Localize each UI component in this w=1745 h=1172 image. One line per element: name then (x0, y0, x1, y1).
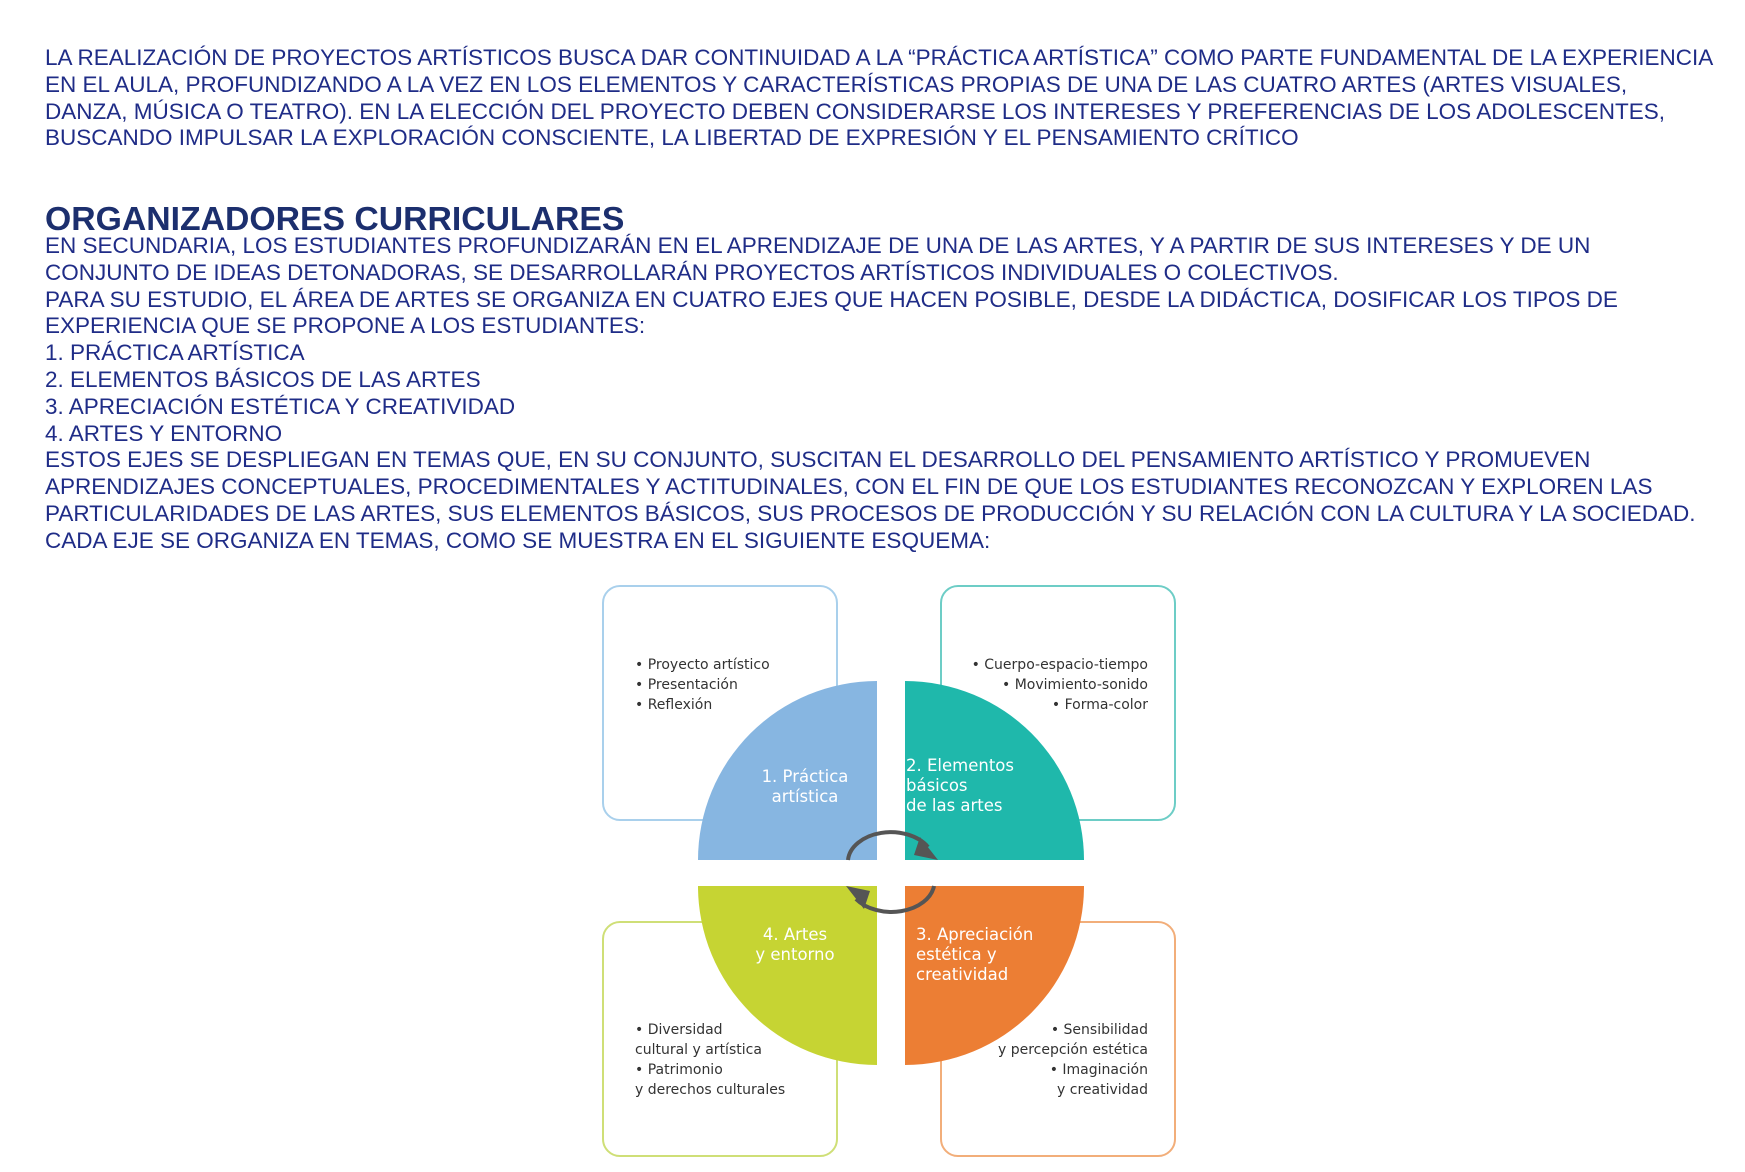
topic-item: cultural y artística (635, 1042, 762, 1058)
intro-paragraph: LA REALIZACIÓN DE PROYECTOS ARTÍSTICOS BUSCA DAR CONTINUIDAD A LA “PRÁCTICA ARTÍSTICA” COMO PARTE FUNDAMENTAL DE LA EXPERIENCIA EN EL AULA, PROFUNDIZANDO A LA VEZ EN LOS ELEMENTOS Y CARACTERÍSTICAS PROPIAS DE UNA DE LAS CUATRO ARTES (ARTES VISUALES, DANZA, MÚSICA O TEATRO). EN LA ELECCIÓN DEL PROYECTO DEBEN CONSIDERARSE LOS INTERESES Y PREFERENCIAS DE LOS ADOLESCENTES, BUSCANDO IMPULSAR LA EXPLORACIÓN CONSCIENTE, LA LIBERTAD DE EXPRESIÓN Y EL PENSAMIENTO CRÍTICO (45, 45, 1713, 151)
topic-item: y creatividad (1057, 1082, 1148, 1098)
section-heading: ORGANIZADORES CURRICULARES (45, 200, 625, 239)
topic-item: • Reflexión (635, 697, 713, 713)
quadrant-label-elementos: 2. Elementos básicos de las artes (906, 756, 1014, 815)
quadrant-label-apreciacion: 3. Apreciación estética y creatividad (916, 925, 1034, 984)
axes-diagram (602, 585, 1180, 1163)
document-body (45, 45, 1715, 555)
quadrant-graphic (602, 585, 1180, 1163)
axes-list (45, 340, 1715, 447)
topic-item: • Forma-color (1051, 697, 1148, 713)
list-item: 3. APRECIACIÓN ESTÉTICA Y CREATIVIDAD (45, 393, 516, 419)
topic-item: • Movimiento-sonido (1002, 677, 1148, 693)
quadrant-label-entorno: 4. Artes y entorno (755, 925, 835, 964)
list-item: 4. ARTES Y ENTORNO (45, 420, 283, 446)
paragraph-temas: ESTOS EJES SE DESPLIEGAN EN TEMAS QUE, EN SU CONJUNTO, SUSCITAN EL DESARROLLO DEL PENSAMIENTO ARTÍSTICO Y PROMUEVEN APRENDIZAJES CONCEPTUALES, PROCEDIMENTALES Y ACTITUDINALES, CON EL FIN DE QUE LOS ESTUDIANTES RECONOZCAN Y EXPLOREN LAS PARTICULARIDADES DE LAS ARTES, SUS ELEMENTOS BÁSICOS, SUS PROCESOS DE PRODUCCIÓN Y SU RELACIÓN CON LA CULTURA Y LA SOCIEDAD. CADA EJE SE ORGANIZA EN TEMAS, COMO SE MUESTRA EN EL SIGUIENTE ESQUEMA: (45, 447, 1696, 553)
list-item: 2. ELEMENTOS BÁSICOS DE LAS ARTES (45, 366, 481, 392)
topic-item: • Cuerpo-espacio-tiempo (971, 657, 1148, 673)
topic-item: y percepción estética (997, 1042, 1148, 1058)
quadrant-label-practica: 1. Práctica artística (761, 767, 849, 806)
paragraph-secundaria: EN SECUNDARIA, LOS ESTUDIANTES PROFUNDIZARÁN EN EL APRENDIZAJE DE UNA DE LAS ARTES, Y A PARTIR DE SUS INTERESES Y DE UN CONJUNTO DE IDEAS DETONADORAS, SE DESARROLLARÁN PROYECTOS ARTÍSTICOS INDIVIDUALES O COLECTIVOS. (45, 232, 1591, 285)
topic-item: y derechos culturales (635, 1082, 786, 1098)
topic-item: • Imaginación (1049, 1062, 1148, 1078)
topic-item: • Sensibilidad (1050, 1022, 1148, 1038)
topic-item: • Proyecto artístico (635, 657, 770, 673)
topic-item: • Presentación (635, 677, 738, 693)
quadrant-entorno (698, 886, 877, 1065)
topic-item: • Patrimonio (635, 1062, 723, 1078)
topic-item: • Diversidad (635, 1022, 723, 1038)
list-item: 1. PRÁCTICA ARTÍSTICA (45, 340, 305, 366)
paragraph-ejes: PARA SU ESTUDIO, EL ÁREA DE ARTES SE ORGANIZA EN CUATRO EJES QUE HACEN POSIBLE, DESDE LA DIDÁCTICA, DOSIFICAR LOS TIPOS DE EXPERIENCIA QUE SE PROPONE A LOS ESTUDIANTES: (45, 286, 1618, 339)
